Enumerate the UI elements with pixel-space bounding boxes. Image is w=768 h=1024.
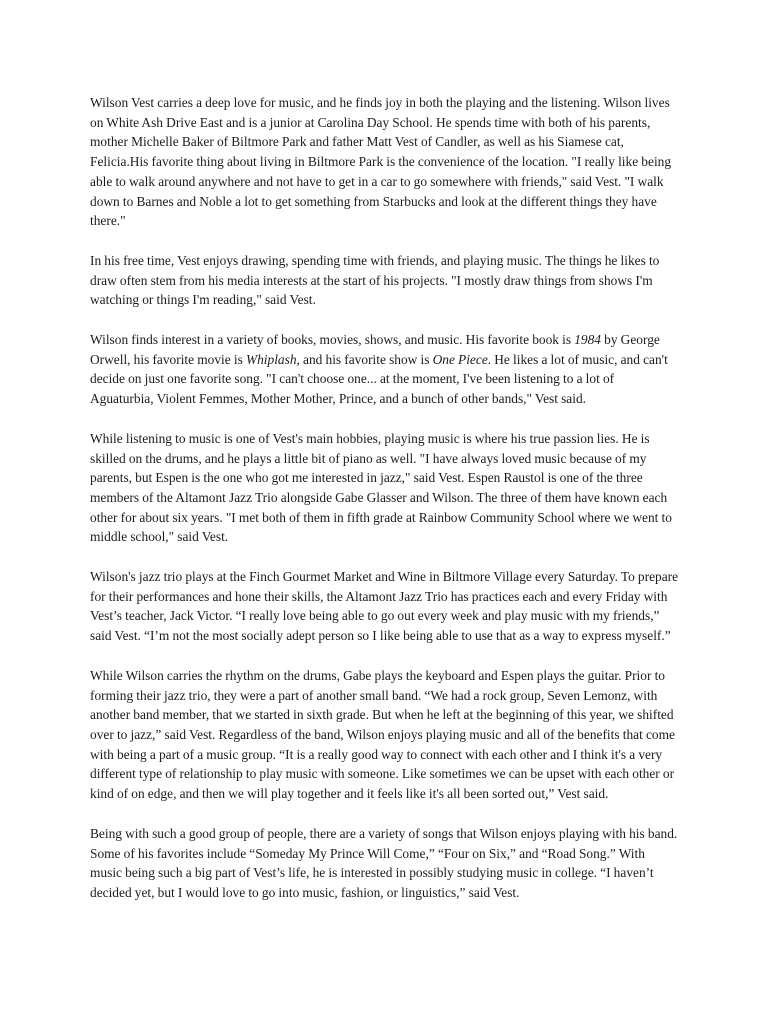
paragraph-4-text: While listening to music is one of Vest's main hobbies, playing music is where his true passion lies. He is skilled on the drums, and he plays a little bit of piano as well. "I have always loved music because of my parents, but Espen is the one who got me interested in jazz," said Vest. Espen Raustol is one of the three members of the Altamont Jazz Trio alongside Gabe Glasser and Wilson. The three of them have known each other for about six years. "I met both of them in fifth grade at Rainbow Community School where we went to middle school," said Vest. xyxy=(90,430,672,545)
paragraph-7 xyxy=(90,824,680,903)
show-title: One Piece xyxy=(432,351,488,367)
paragraph-6 xyxy=(90,666,680,804)
paragraph-4 xyxy=(90,429,680,547)
paragraph-6-text: While Wilson carries the rhythm on the drums, Gabe plays the keyboard and Espen plays the guitar. Prior to forming their jazz trio, they were a part of another small band. “We had a rock group, Seven Lemonz, with another band member, that we started in sixth grade. But when he left at the beginning of this year, we shifted over to jazz,” said Vest. Regardless of the band, Wilson enjoys playing music and all of the benefits that come with being a part of a music group. “It is a really good way to connect with each other and I think it's a very different type of relationship to play music with someone. Like sometimes we can be upset with each other or kind of on edge, and then we will play together and it feels like it's all been sorted out,” Vest said. xyxy=(90,667,675,802)
paragraph-3-text-b: by George Orwell, his favorite movie is xyxy=(90,332,660,367)
paragraph-3-text-d: . He likes a lot of music, and can't decide on just one favorite song. "I can't choose one... at the moment, I've been listening to a lot of Aguaturbia, Violent Femmes, Mother Mother, Prince, and a bunch of other bands," Vest said. xyxy=(90,351,668,407)
paragraph-7-text: Being with such a good group of people, there are a variety of songs that Wilson enjoys playing with his band. Some of his favorites include “Someday My Prince Will Come,” “Four on Six,” and “Road Song.” With music being such a big part of Vest’s life, he is interested in possibly studying music in college. “I haven’t decided yet, but I would love to go into music, fashion, or linguistics,” said Vest. xyxy=(90,825,678,900)
paragraph-3-text-c: , and his favorite show is xyxy=(296,351,433,367)
paragraph-3 xyxy=(90,330,680,409)
article-body xyxy=(90,93,680,923)
paragraph-1 xyxy=(90,93,680,231)
paragraph-3-text-a: Wilson finds interest in a variety of books, movies, shows, and music. His favorite book is xyxy=(90,332,575,348)
paragraph-1-text: Wilson Vest carries a deep love for music, and he finds joy in both the playing and the listening. Wilson lives on White Ash Drive East and is a junior at Carolina Day School. He spends time with both of his parents, mother Michelle Baker of Biltmore Park and father Matt Vest of Candler, as well as his Siamese cat, Felicia.His favorite thing about living in Biltmore Park is the convenience of the location. "I really like being able to walk around anywhere and not have to get in a car to go somewhere with friends," said Vest. "I walk down to Barnes and Noble a lot to get something from Starbucks and look at the different things they have there." xyxy=(90,95,672,229)
paragraph-5 xyxy=(90,567,680,646)
movie-title: Whiplash xyxy=(245,351,297,367)
paragraph-2-text: In his free time, Vest enjoys drawing, spending time with friends, and playing music. The things he likes to draw often stem from his media interests at the start of his projects. "I mostly draw things from shows I'm watching or things I'm reading," said Vest. xyxy=(90,252,660,308)
paragraph-2 xyxy=(90,251,680,310)
book-title: 1984 xyxy=(574,332,601,348)
paragraph-5-text: Wilson's jazz trio plays at the Finch Gourmet Market and Wine in Biltmore Village every Saturday. To prepare for their performances and hone their skills, the Altamont Jazz Trio has practices each and every Friday with Vest’s teacher, Jack Victor. “I really love being able to go out every week and play music with my friends,” said Vest. “I’m not the most socially adept person so I like being able to use that as a way to express myself.” xyxy=(90,569,679,644)
